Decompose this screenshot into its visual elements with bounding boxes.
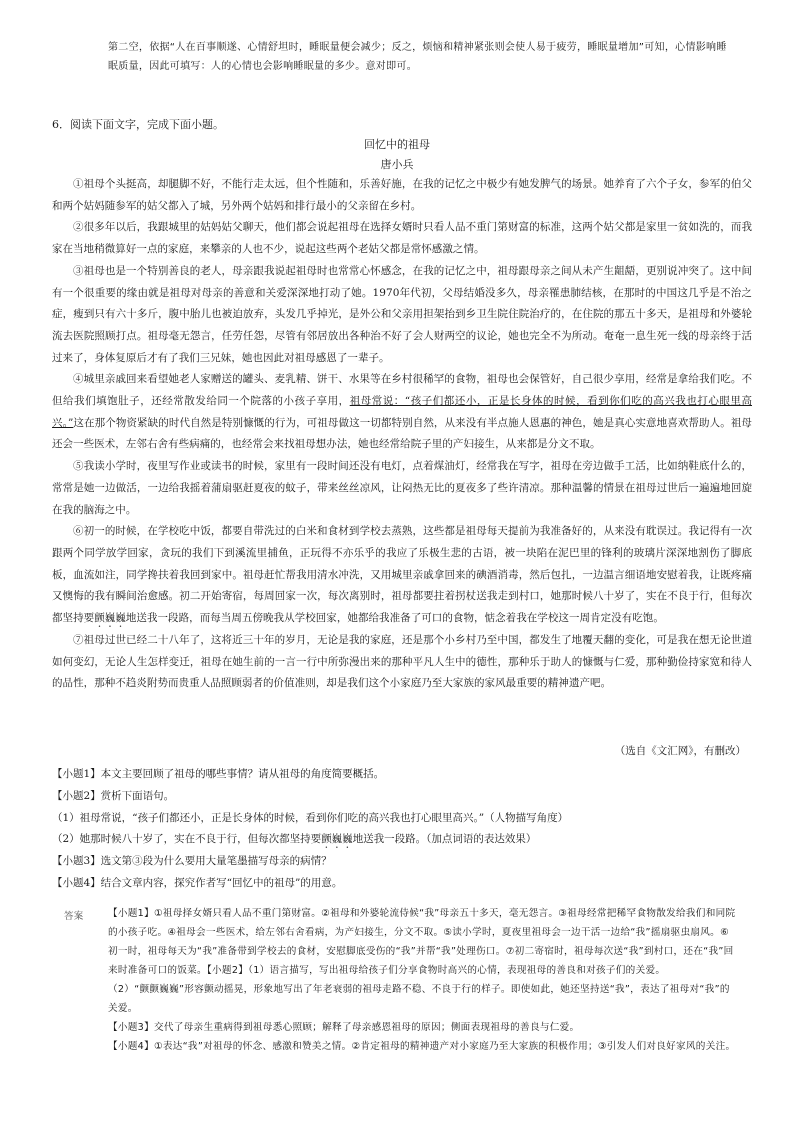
paragraph-4-end: 这在那个物资紧缺的时代自然是特别慷慨的行为，可祖母做这一切都特别自然，从来没有半点施人恩惠的神色，她是真心实意地喜欢帮助人。祖母还会一些医术，左邻右舍有些病痛的，也经常会来找祖母想办法，她也经常给院子里的产妇接生，从来都是分文不取。 (52, 416, 752, 451)
paragraph-7: ⑦祖母过世已经二十八年了，这将近三十年的岁月，无论是我的家庭，还是那个小乡村乃至中国，都发生了地覆天翻的变化，可是我在想无论世道如何变幻，无论人生怎样变迁，祖母在她生前的一言一行中所弥漫出来的那种平凡人生中的德性，那种乐于助人的慷慨与仁爱，那种勤俭持家宽和待人的品性，那种不趋炎附势而贵重人品照顾弱者的价值准则，却是我们这个小家庭乃至大家族的家风最重要的精神遗产吧。 (52, 634, 752, 690)
source-citation: （选自《文汇网》，有删改） (614, 745, 746, 757)
question-list (52, 764, 752, 895)
question-2-item-1: （1）祖母常说，“孩子们都还小，正是长身体的时候，看到你们吃的高兴我也打心眼里高兴。”（人物描写角度） (52, 811, 569, 824)
paragraph-1: ①祖母个头挺高，却腿脚不好，不能行走太远，但个性随和，乐善好施，在我的记忆之中极少有她发脾气的场景。她养育了六个子女，参军的伯父和两个姑妈随参军的姑父都入了城，另外两个姑妈和排行最小的父亲留在乡村。 (52, 178, 752, 212)
previous-answer-note: 第二空，依据“人在百事顺遂、心情舒坦时，睡眠量便会减少；反之，烦恼和精神紧张则会使人易于疲劳，睡眠量增加”可知，心情影响睡眠质量，因此可填写：人的心情也会影响睡眠量的多少。意对即可。 (108, 42, 727, 72)
question-2-item-2-end: 地送我一段路。（加点词语的表达效果） (352, 833, 537, 846)
underlined-quote: 祖母常说：“孩子们都还小，正是长身体的时候，看到你们吃的高兴我也打心眼里高兴。” (52, 395, 753, 429)
article-author: 唐小兵 (380, 158, 414, 171)
article-title: 回忆中的祖母 (364, 138, 430, 151)
question-4: 【小题4】结合文章内容，探究作者写“回忆中的祖母”的用意。 (52, 877, 343, 890)
question-3: 【小题3】选文第③段为什么要用大量笔墨描写母亲的病情？ (52, 855, 332, 868)
question-1: 【小题1】本文主要回顾了祖母的哪些事情？请从祖母的角度简要概括。 (52, 768, 385, 780)
answer-block (108, 904, 738, 1056)
question-2: 【小题2】赏析下面语句。 (52, 789, 175, 802)
question-2-item-2 (52, 829, 752, 851)
dotted-word: 颤巍巍 (94, 612, 126, 625)
paragraph-6-start: ⑥初一的时候，在学校吃中饭，都要自带洗过的白米和食材到学校去蒸熟，这些都是祖母每天提前为我准备好的，从来没有耽误过。我记得有一次跟两个同学放学回家，贪玩的我们下到溪流里捕鱼，正玩得不亦乐乎的我应了乐极生悲的古语，被一块陷在泥巴里的锋利的玻璃片深深地割伤了脚底板，血流如注，同学搀扶着我回到家中。祖母赶忙帮我用清水冲洗，又用城里亲戚拿回来的碘酒消毒，然后包扎，一边温言细语地安慰着我，让既疼痛又懊悔的我有瞬间治愈感。初二开始寄宿，每周回家一次，每次离别时，祖母都要拄着拐杖送我走到村口，她那时候八十岁了，实在不良于行，但每次都坚持要 (52, 525, 752, 625)
question-2-item-2-start: （2）她那时候八十岁了，实在不良于行，但每次都坚持要 (52, 833, 322, 846)
paragraph-6-end: 地送我一段路，而每当周五傍晚我从学校回家，她都给我准备了可口的食物，惦念着我在学校这一周肯定没有吃饱。 (125, 612, 664, 625)
answer-2: （2）“颤颤巍巍”形容颤动摇晃，形象地写出了年老衰弱的祖母走路不稳、不良于行的样子。即使如此，她还坚持送“我”，表达了祖母对“我”的关爱。 (108, 984, 730, 1014)
answer-1: 【小题1】①祖母择女婿只看人品不重门第财富。②祖母和外婆轮流侍候“我”母亲五十多天，毫无怨言。③祖母经常把稀罕食物散发给我们和同院的小孩子吃。④祖母会一些医术，给左邻右舍看病，为产妇接生，分文不取。⑤读小学时，夏夜里祖母会一边干活一边给“我”摇扇驱虫扇风。⑥初一时，祖母每天为“我”准备带到学校去的食材，安慰脚底受伤的“我”并帮“我”处理伤口。⑦初二寄宿时，祖母每次送“我”到村口，还在“我”回来时准备可口的饭菜。【小题2】（1）语言描写，写出祖母给孩子们分享食物时高兴的心情，表现祖母的善良和对孩子们的关爱。 (108, 908, 736, 976)
question-dotted-word: 颤巍巍 (321, 833, 353, 846)
paragraph-2: ②很多年以后，我跟城里的姑妈姑父聊天，他们都会说起祖母在选择女婿时只看人品不重门第财富的标准，这两个姑父都是家里一贫如洗的，而我家在当地稍微算好一点的家庭，来攀亲的人也不少，说起这些两个老姑父都是常怀感激之情。 (52, 221, 752, 256)
article-body (52, 174, 752, 695)
paragraph-4 (52, 369, 752, 456)
answer-4: 【小题4】①表达“我”对祖母的怀念、感激和赞美之情。②肯定祖母的精神遗产对小家庭乃至大家族的积极作用；③引发人们对良好家风的关注。 (108, 1041, 736, 1052)
paragraph-3: ③祖母也是一个特别善良的老人，母亲跟我说起祖母时也常常心怀感念，在我的记忆之中，祖母跟母亲之间从未产生龃龉，更别说冲突了。这中间有一个很重要的缘由就是祖母对母亲的善意和关爱深深地打动了她。1970年代初，父母结婚没多久，母亲罹患肺结核，在那时的中国这几乎是不治之症，瘦到只有六十多斤，腹中胎儿也被迫放弃，头发几乎掉光，是外公和父亲用担架抬到乡卫生院住院治疗的，在住院的那五十多天，是祖母和外婆轮流去医院照顾打点。祖母毫无怨言，任劳任怨，尽管有邻居放出各种治不好了会人财两空的议论，她也完全不为所动。奄奄一息生死一线的母亲终于活过来了，身体复原后才有了我们三兄妹，她也因此对祖母感恩了一辈子。 (52, 264, 752, 364)
answer-3: 【小题3】交代了母亲生重病得到祖母悉心照顾；解释了母亲感恩祖母的原因；侧面表现祖母的善良与仁爱。 (108, 1022, 580, 1033)
paragraph-4-start: ④城里亲戚回来看望她老人家赠送的罐头、麦乳精、饼干、水果等在乡村很稀罕的食物，祖母也会保管好，自己很少享用，经常是拿给我们吃。不但给我们填饱肚子，还经常散发给同一个院落的小孩子享用， (52, 373, 752, 408)
paragraph-6 (52, 521, 752, 630)
question-heading: 6．阅读下面文字，完成下面小题。 (52, 118, 224, 131)
answer-label: 答案 (64, 911, 84, 922)
paragraph-5: ⑤我读小学时，夜里写作业或读书的时候，家里有一段时间还没有电灯，点着煤油灯，经常我在写字，祖母在旁边做手工活，比如纳鞋底什么的，常常是她一边做活，一边给我摇着蒲扇驱赶夏夜的蚊子，带来丝丝凉风，让闷热无比的夏夜多了些许清凉。那种温馨的情景在祖母过世后一遍遍地回旋在我的脑海之中。 (52, 460, 752, 516)
